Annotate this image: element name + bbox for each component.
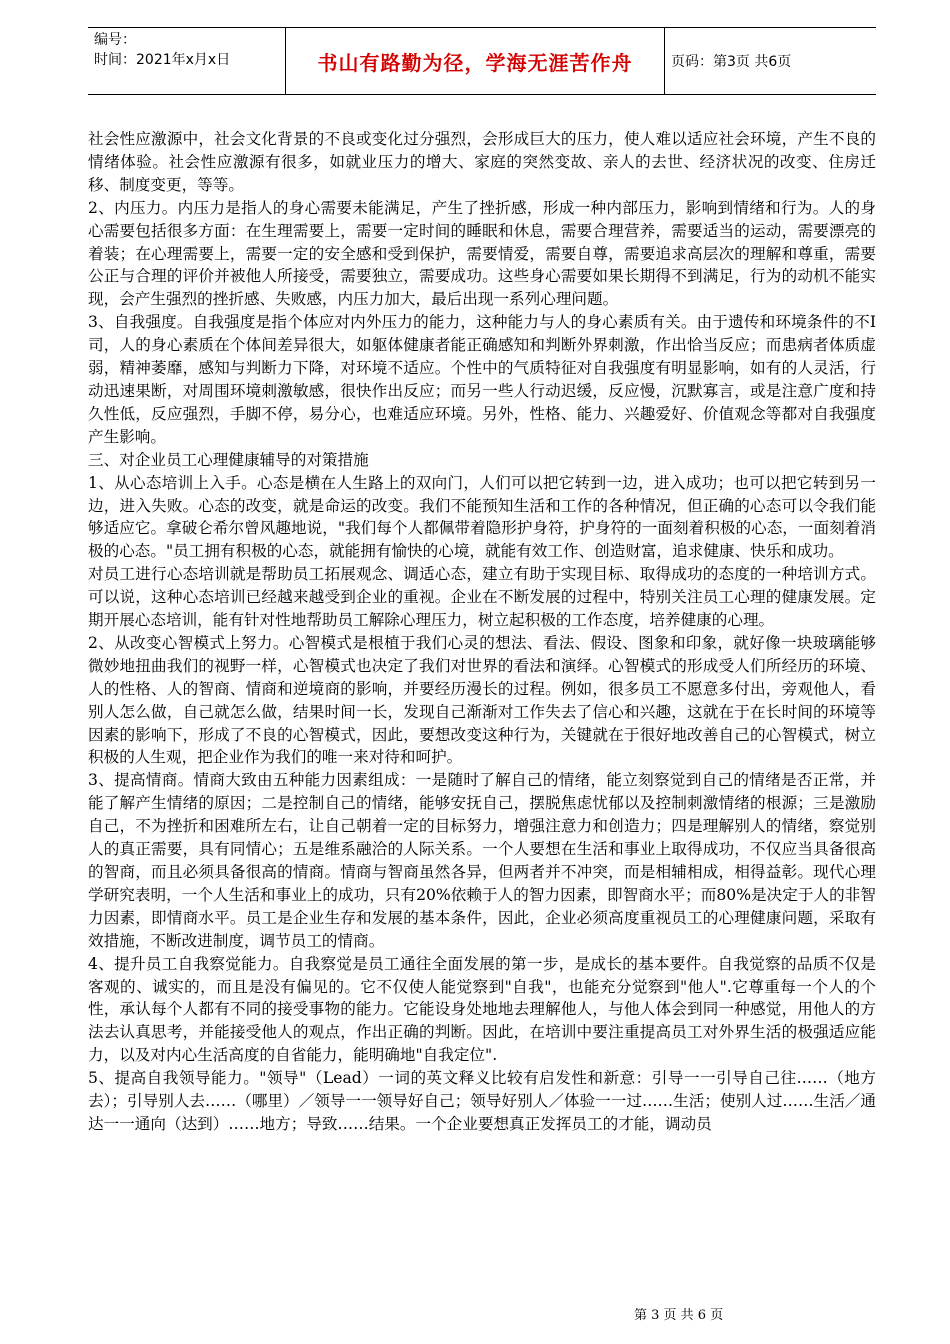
header-page-number: 页码：第3页 共6页: [671, 54, 792, 70]
paragraph: 4、提升员工自我察觉能力。自我察觉是员工通往全面发展的第一步，是成长的基本要件。自我觉察的品质不仅是客观的、诚实的，而且是没有偏见的。它不仅使人能觉察到"自我"，也能充分觉察到"他人".它尊重每一个人的个性，承认每个人都有不同的接受事物的能力。它能设身处地地去理解他人，与他人体会到同一种感觉，用他人的方法去认真思考，并能接受他人的观点，作出正确的判断。因此，在培训中要注重提高员工对外界生活的极强适应能力，以及对内心生活高度的自省能力，能明确地"自我定位".: [88, 954, 876, 1065]
document-time-label: 时间：2021年x月x日: [94, 52, 231, 68]
paragraph: 3、提高情商。情商大致由五种能力因素组成：一是随时了解自己的情绪，能立刻察觉到自己的情绪是否正常，并能了解产生情绪的原因；二是控制自己的情绪，能够安抚自己，摆脱焦虑忧郁以及控制刺激情绪的根源；三是激励自己，不为挫折和困难所左右，让自己朝着一定的目标努力，增强注意力和创造力；四是理解别人的情绪，察觉别人的真正需要，具有同情心；五是维系融洽的人际关系。一个人要想在生活和事业上取得成功，不仅应当具备很高的智商，而且必须具备很高的情商。情商与智商虽然各异，但两者并不冲突，而是相辅相成，相得益彰。现代心理学研究表明，一个人生活和事业上的成功，只有20%依赖于人的智力因素，即智商水平；而80%是决定于人的非智力因素，即情商水平。员工是企业生存和发展的基本条件，因此，企业必须高度重视员工的心理健康问题，采取有效措施，不断改进制度，调节员工的情商。: [88, 771, 876, 950]
header-page-cell: [665, 28, 876, 94]
paragraph: 对员工进行心态培训就是帮助员工拓展观念、调适心态，建立有助于实现目标、取得成功的态度的一种培训方式。可以说，这种心态培训已经越来越受到企业的重视。企业在不断发展的过程中，特别关注员工心理的健康发展。定期开展心态培训，能有针对性地帮助员工解除心理压力，树立起积极的工作态度，培养健康的心理。: [88, 565, 876, 630]
paragraph: 1、从心态培训上入手。心态是横在人生路上的双向门，人们可以把它转到一边，进入成功；也可以把它转到另一边，进入失败。心态的改变，就是命运的改变。我们不能预知生活和工作的各种情况，但正确的心态可以令我们能够适应它。拿破仑希尔曾风趣地说，"我们每个人都佩带着隐形护身符，护身符的一面刻着积极的心态，一面刻着消极的心态。"员工拥有积极的心态，就能拥有愉快的心境，就能有效工作、创造财富，追求健康、快乐和成功。: [88, 473, 876, 561]
paragraph: 2、内压力。内压力是指人的身心需要未能满足，产生了挫折感，形成一种内部压力，影响到情绪和行为。人的身心需要包括很多方面：在生理需要上，需要一定时间的睡眠和休息，需要合理营养，需要适当的运动，需要漂亮的着装；在心理需要上，需要一定的安全感和受到保护，需要情爱，需要自尊，需要追求高层次的理解和尊重，需要公正与合理的评价并被他人所接受，需要独立，需要成功。这些身心需要如果长期得不到满足，行为的动机不能实现，会产生强烈的挫折感、失败感，内压力加大，最后出现一系列心理问题。: [88, 198, 876, 309]
header-info-cell: [88, 28, 286, 94]
document-number-label: 编号：: [94, 32, 136, 48]
header-motto: 书山有路勤为径，学海无涯苦作舟: [317, 50, 633, 75]
section-heading: 三、对企业员工心理健康辅导的对策措施: [88, 450, 369, 469]
paragraph: 社会性应激源中，社会文化背景的不良或变化过分强烈，会形成巨大的压力，使人难以适应社会环境，产生不良的情绪体验。社会性应激源有很多，如就业压力的增大、家庭的突然变故、亲人的去世、经济状况的改变、住房迁移、制度变更，等等。: [88, 130, 876, 194]
header-motto-cell: [286, 28, 665, 94]
paragraph: 3、自我强度。自我强度是指个体应对内外压力的能力，这种能力与人的身心素质有关。由于遗传和环境条件的不I司，人的身心素质在个体间差异很大，如躯体健康者能正确感知和判断外界刺激，作出恰当反应；而患病者体质虚弱，精神萎靡，感知与判断力下降，对环境不适应。个性中的气质特征对自我强度有明显影响，如有的人灵活，行动迅速果断，对周围环境刺激敏感，很快作出反应；而另一些人行动迟缓，反应慢，沉默寡言，或是注意广度和持久性低，反应强烈，手脚不停，易分心，也难适应环境。另外，性格、能力、兴趣爱好、价值观念等都对自我强度产生影响。: [88, 313, 876, 446]
paragraph: 5、提高自我领导能力。"领导"（Lead）一词的英文释义比较有启发性和新意：引导一一引导自己往……（地方去）；引导别人去……（哪里）／领导一一领导好自己；领导好别人／体验一一过……生活；使别人过……生活／通达一一通向（达到）……地方；导致……结果。一个企业要想真正发挥员工的才能，调动员: [88, 1069, 876, 1133]
page-footer: 第 3 页 共 6 页: [634, 1308, 724, 1323]
page-header: [88, 27, 876, 95]
document-body: [88, 128, 876, 1136]
paragraph: 2、从改变心智模式上努力。心智模式是根植于我们心灵的想法、看法、假设、图象和印象，就好像一块玻璃能够微妙地扭曲我们的视野一样，心智模式也决定了我们对世界的看法和演绎。心智模式的形成受人们所经历的环境、人的性格、人的智商、情商和逆境商的影响，并要经历漫长的过程。例如，很多员工不愿意多付出，旁观他人，看别人怎么做，自己就怎么做，结果时间一长，发现自己渐渐对工作失去了信心和兴趣，这就在于在长时间的环境等因素的影响下，形成了不良的心智模式，因此，要想改变这种行为，关键就在于很好地改善自己的心智模式，树立积极的人生观，把企业作为我们的唯一来对待和呵护。: [88, 633, 876, 767]
